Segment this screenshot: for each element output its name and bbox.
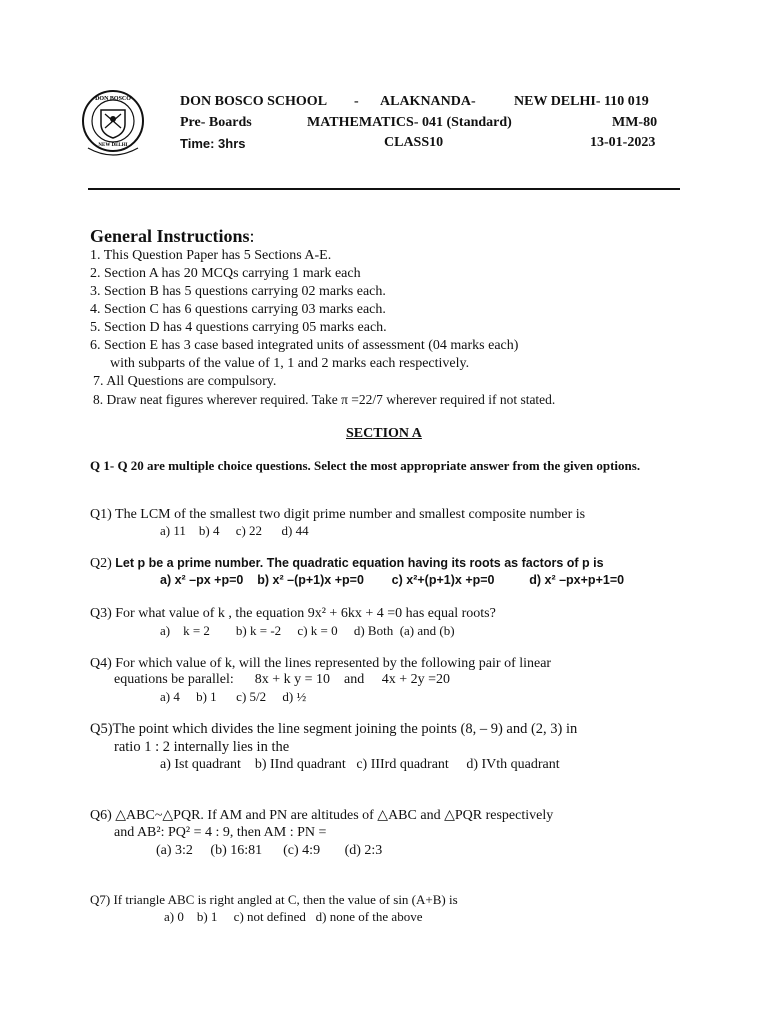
section-a-title: SECTION A <box>346 426 422 441</box>
instruction-item: 2. Section A has 20 MCQs carrying 1 mark each <box>90 266 361 281</box>
logo-top-text: DON BOSCO <box>95 96 131 102</box>
school-city: NEW DELHI- 110 019 <box>514 94 649 109</box>
instruction-item: 8. Draw neat figures wherever required. Take π =22/7 wherever required if not stated. <box>93 392 556 407</box>
instructions-title: General Instructions <box>90 226 250 246</box>
header-divider <box>88 188 680 190</box>
question-2-text: Let p be a prime number. The quadratic equation having its roots as factors of p is <box>115 556 604 570</box>
instruction-item: 3. Section B has 5 questions carrying 02 marks each. <box>90 284 386 299</box>
section-a-note: Q 1- Q 20 are multiple choice questions. Select the most appropriate answer from the given options. <box>90 458 641 473</box>
question-2-label: Q2) <box>90 556 112 571</box>
question-5-options: a) Ist quadrant b) IInd quadrant c) IIIrd quadrant d) IVth quadrant <box>160 757 560 772</box>
exam-date: 13-01-2023 <box>590 135 656 150</box>
question-7-options: a) 0 b) 1 c) not defined d) none of the above <box>164 909 423 924</box>
exam-name: Pre- Boards <box>180 115 252 130</box>
question-3-options: a) k = 2 b) k = -2 c) k = 0 d) Both (a) and (b) <box>160 623 455 638</box>
question-2 <box>90 556 604 572</box>
question-6-continued: and AB²: PQ² = 4 : 9, then AM : PN = <box>114 825 327 840</box>
instruction-item: 6. Section E has 3 case based integrated units of assessment (04 marks each) <box>90 338 519 353</box>
subject-name: MATHEMATICS- 041 (Standard) <box>307 115 512 130</box>
class-name: CLASS10 <box>384 135 444 150</box>
question-2-options: a) x² –px +p=0 b) x² –(p+1)x +p=0 c) x²+(p+1)x +p=0 d) x² –px+p+1=0 <box>160 573 625 587</box>
header-dash: - <box>354 94 359 109</box>
max-marks: MM-80 <box>612 115 658 130</box>
question-4: Q4) For which value of k, will the lines represented by the following pair of linear <box>90 656 552 671</box>
question-1-options: a) 11 b) 4 c) 22 d) 44 <box>160 523 309 538</box>
question-1: Q1) The LCM of the smallest two digit prime number and smallest composite number is <box>90 507 586 522</box>
instruction-item: 5. Section D has 4 questions carrying 05 marks each. <box>90 320 387 335</box>
exam-time: Time: 3hrs <box>180 136 246 151</box>
instructions-heading <box>90 226 255 247</box>
school-locality: ALAKNANDA- <box>380 94 476 109</box>
question-3: Q3) For what value of k , the equation 9x² + 6kx + 4 =0 has equal roots? <box>90 606 496 621</box>
instruction-item: with subparts of the value of 1, 1 and 2 marks each respectively. <box>110 356 470 371</box>
question-6: Q6) △ABC~△PQR. If AM and PN are altitudes of △ABC and △PQR respectively <box>90 808 554 823</box>
school-name: DON BOSCO SCHOOL <box>180 94 328 109</box>
question-6-options: (a) 3:2 (b) 16:81 (c) 4:9 (d) 2:3 <box>156 843 383 858</box>
question-7: Q7) If triangle ABC is right angled at C, then the value of sin (A+B) is <box>90 892 458 907</box>
logo-bottom-text: NEW DELHI <box>98 143 128 148</box>
instructions-colon: : <box>249 226 255 246</box>
school-crest-logo <box>80 88 146 158</box>
question-4-equations: equations be parallel: 8x + k y = 10 and 4x + 2y =20 <box>114 672 451 687</box>
question-5-continued: ratio 1 : 2 internally lies in the <box>114 739 290 755</box>
question-5: Q5)The point which divides the line segment joining the points (8, – 9) and (2, 3) in <box>90 721 578 737</box>
instruction-item: 7. All Questions are compulsory. <box>93 374 277 389</box>
instruction-item: 1. This Question Paper has 5 Sections A-E. <box>90 248 332 263</box>
question-4-options: a) 4 b) 1 c) 5/2 d) ½ <box>160 689 307 704</box>
instruction-item: 4. Section C has 6 questions carrying 03 marks each. <box>90 302 386 317</box>
